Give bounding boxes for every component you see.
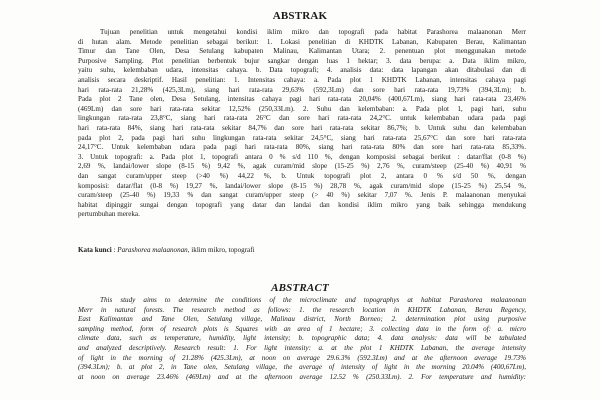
text-line: analisis secara deskriptif. Hasil penelitian: 1. Intensitas cahaya: a. Pada plot 1 KHDTK Labanan, intensitas cahaya pagi — [78, 75, 526, 84]
text-line: di hutan alam. Metode penelitian sebagai berikut: 1. Lokasi penelitian di KHDTK Labanan, Kabupaten Berau, Kalimantan — [78, 37, 526, 46]
text-line: 3. Untuk topografi: a. Pada plot 1, topografi antara 0 % s/d 110 %, dengan komposisi sebagai berikut : datar/flat (0-8 %) — [78, 152, 526, 161]
text-line: Merr in natural forests. The research method as follows: 1. the research location in KHDTK Labanan, Berau Regency, — [78, 305, 526, 314]
keywords-line — [78, 246, 526, 256]
text-line: habitat dipinggir sungai dengan topografi yang datar dan landai dan kondisi iklim mikro yang baik sehingga mendukung — [78, 200, 526, 209]
abstrak-paragraph — [78, 28, 526, 220]
text-line: dan sangat curam/upper steep (>40 %) 44,22 %, b. Untuk topografi plot 2, antara 0 % s/d 50 %, dengan — [78, 171, 526, 180]
text-line: Purposive Sampling. Plot penelitian berbentuk bujur sangkar dengan luas 1 hektar; 3. data berupa: a. Data iklim mikro, — [78, 56, 526, 65]
text-line: East Kalimantan and Tane Olen, Setulang village, Malinau district, North Borneo; 2. determination plot using purposive — [78, 315, 526, 324]
abstract-paragraph — [78, 296, 526, 382]
text-line: Timur dan Tane Olen, Desa Setulang kabupaten Malinau, Kalimantan Utara; 2. penentuan plot menggunakan metode — [78, 47, 526, 56]
text-line: lingkungan rata-rata 23,8°C, siang hari rata-rata 26°C dan sore hari rata-rata 24,2°C. untuk kelembaban udara pada pagi — [78, 114, 526, 123]
text-line: of light in the morning of 21.28% (425.3Lm), at noon on average 29.6.3% (592.3Lm) and at the afternoon average 19.73% — [78, 353, 526, 362]
text-line: 2,69 %, landai/lower slope (8-15 %) 9,42 %, agak curam/mid slope (15-25 %) 2,76 %, curam/steep (25-40 %) 40,91 % — [78, 162, 526, 171]
text-line: sampling method, form of research plots is Squares with an area of 1 hectare; 3. collecting data in the form of: a. micro — [78, 324, 526, 333]
text-line: Tujuan penelitian untuk mengetahui kondisi iklim mikro dan topografi pada habitat Parashorea malaanonan Merr — [100, 28, 526, 36]
text-line: 24,17°C. Untuk kelembaban udara pada pagi hari rata-rata 80%, siang hari rata-rata 80% dan sore hari rata-rata 85,33%. — [78, 143, 526, 152]
text-line: pertumbuhan mereka. — [78, 210, 140, 219]
keywords-rest: iklim mikro, topografi — [191, 246, 255, 254]
text-line: and analyzed descriptively. Research result: 1. For light intensity: a. at the plot 1 KHDTK Labanan, the average intensity — [78, 343, 526, 352]
text-line: This study aims to determine the conditions of the microclimate and topographys at habitat Parashorea malaanonan — [100, 296, 526, 304]
text-line: hari rata-rata 21,28% (425,3Lm), siang hari rata-rata 29,63% (592,3Lm) dan sore hari rata-rata 19,73% (394,3Lm); b. — [78, 85, 526, 94]
text-line: at noon on average 23.46% (469Lm) and at the afternoon average 12.52 % (250.33Lm). 2. For temperature and humidity: — [78, 372, 526, 381]
keywords-label: Kata kunci — [78, 246, 112, 254]
text-line: hari rata-rata 84%, siang hari rata-rata sekitar 84,7% dan sore hari rata-rata sekitar 86,7%; b. Untuk suhu dan kelembaban — [78, 123, 526, 132]
keywords-separator: : — [113, 246, 116, 254]
text-line: yaitu suhu, kelembaban udara, intensitas cahaya. b. Data topografi; 4. analisis data: data lapangan akan ditabulasi dan di — [78, 66, 526, 75]
abstract-heading: ABSTRACT — [271, 282, 329, 294]
text-line: pada plot 2, pada pagi hari suhu lingkungan rata-rata sekitar 24,5°C, siang hari rata-rata 25,67°C dan sore hari rata-rata — [78, 133, 526, 142]
keywords-species: Parashorea malaanonan, — [117, 246, 190, 254]
abstrak-heading: ABSTRAK — [272, 10, 328, 22]
text-line: climate data, such as temperature, humidity, light intensity; b. topographic data; 4. data analysis: data will be tabulated — [78, 334, 526, 343]
text-line: curam/steep (25-40 %) 19,33 % dan sangat curam/upper steep (> 40 %) sekitar 7,07 %. Jenis P. malaanonan menyukai — [78, 191, 526, 200]
text-line: komposisi: datar/flat (0-8 %) 19,27 %, landai/lower slope (8-15 %) 28,78 %, agak curam/mid slope (15-25 %) 25,54 %, — [78, 181, 526, 190]
text-line: Pada plot 2 Tane olen, Desa Setulang, intensitas cahaya pagi hari rata-rata 20,04% (400,67Lm), siang hari rata-rata 23,46% — [78, 95, 526, 104]
text-line: (394.3Lm); b. at plot 2, in Tane olen, Setulang village, the average of intensity of light in the morning 20.04% (400,67Lm), — [78, 363, 526, 372]
text-line: (469Lm) dan sore hari rata-rata sekitar 12,52% (250,33Lm). 2. Suhu dan kelembaban: a. Pada plot 1, pagi hari, suhu — [78, 104, 526, 113]
